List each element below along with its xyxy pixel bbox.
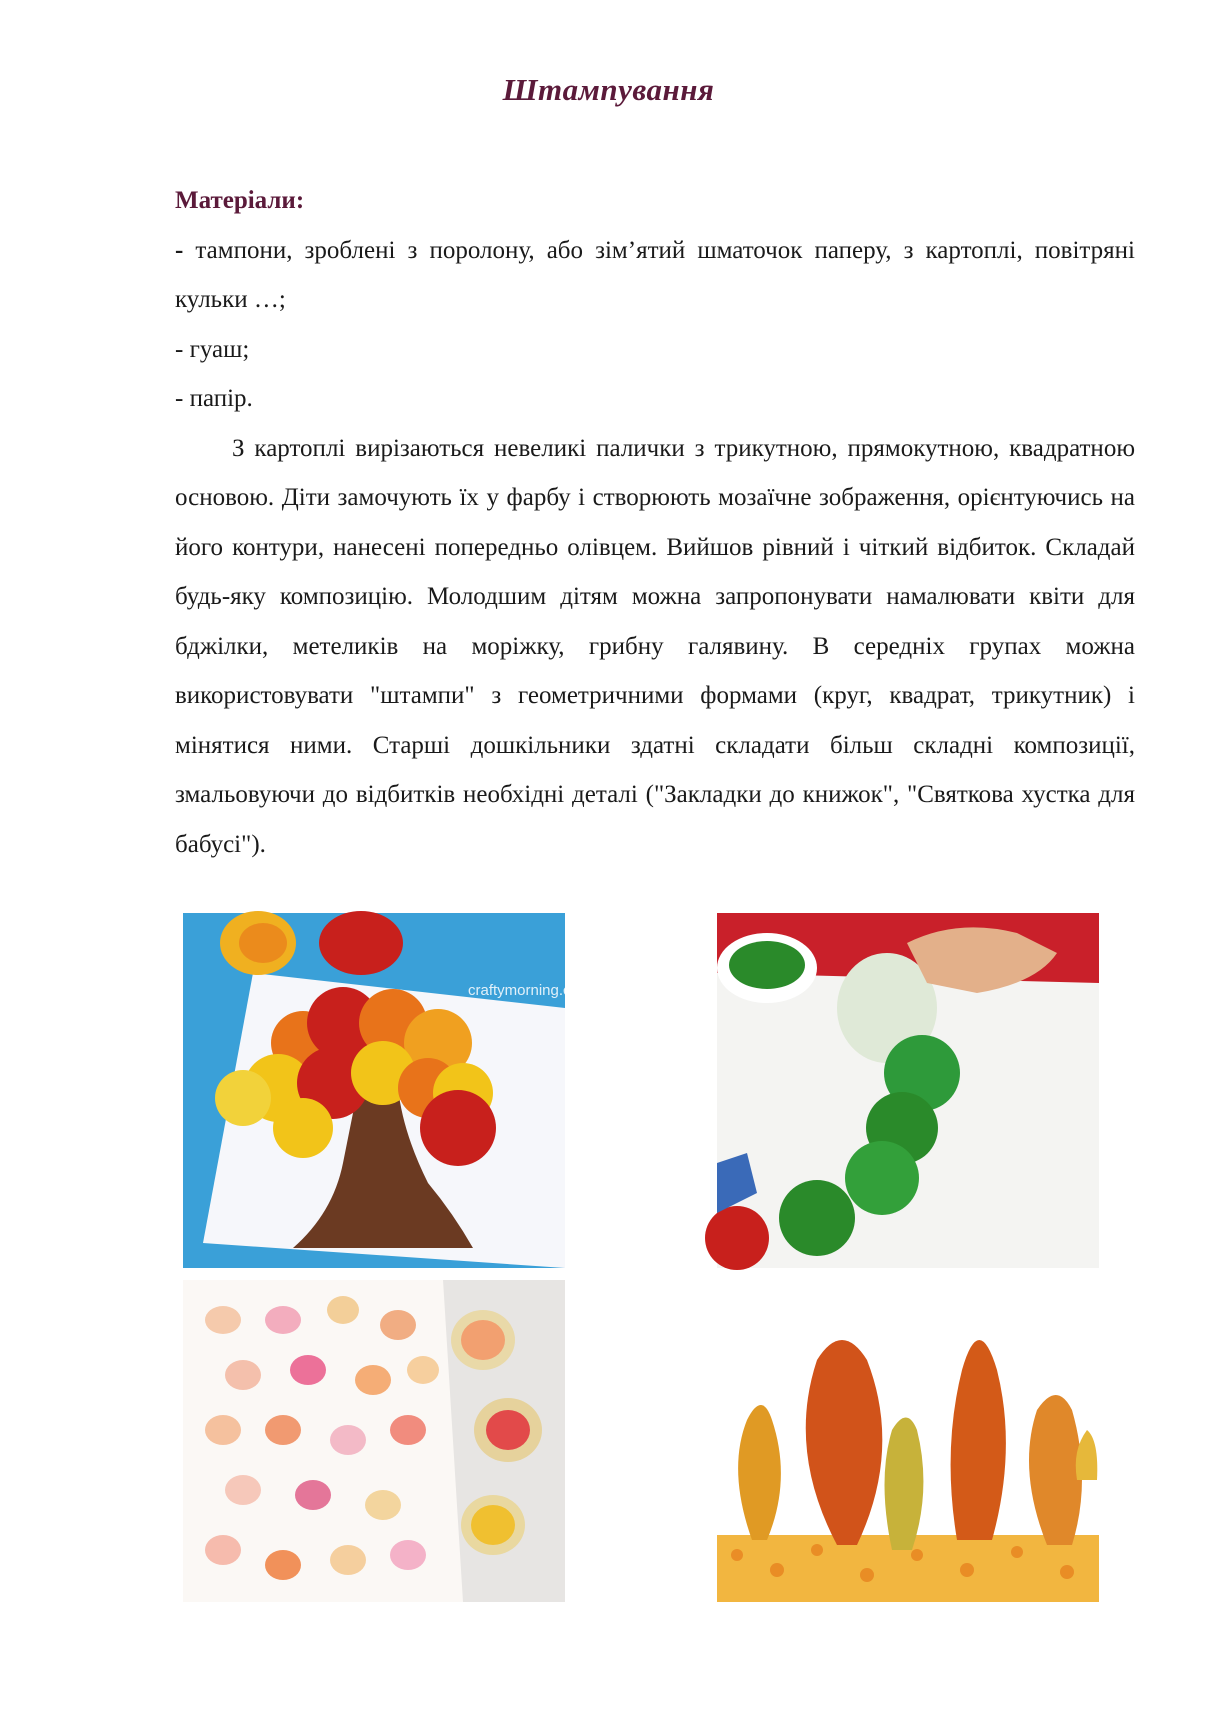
potato-leaf-stamps-image	[183, 1280, 565, 1602]
description-paragraph: З картоплі вирізаються невеликі палички з трикутною, прямокутною, квадратною основою. Діти замочують їх у фарбу і створюють мозаїчне зображення, орієнтуючись на його контури, нанесені попередньо олівцем. Вийшов рівний і чіткий відбиток. Складай будь-яку композицію. Молодшим дітям можна запропонувати намалювати квіти для бджілки, метеликів на моріжку, грибну галявину. В середніх групах можна використовувати "штампи" з геометричними формами (круг, квадрат, трикутник) і мінятися ними. Старші дошкільники здатні складати більш складні композиції, змальовуючи до відбитків необхідні деталі ("Закладки до книжок", "Святкова хустка для бабусі").	[175, 434, 1135, 858]
materials-item-3: - папір.	[175, 385, 253, 412]
balloon-stamp-image	[717, 913, 1099, 1268]
materials-item-1-text: тампони, зроблені з поролону, або зім’ятий шматочок паперу, з картоплі, повітряні кульки …;	[175, 236, 1135, 313]
leaf-print-trees-image	[717, 1280, 1099, 1602]
materials-heading: Матеріали:	[175, 187, 305, 214]
page-title: Штампування	[502, 72, 715, 107]
materials-item-1-dash: -	[175, 236, 184, 264]
materials-item-2: - гуаш;	[175, 335, 250, 363]
potato-stamp-tree-image	[183, 913, 592, 1268]
text-content	[175, 176, 1135, 869]
materials-item-1	[175, 226, 1135, 325]
watermark-text: craftymorning.com	[468, 982, 592, 999]
